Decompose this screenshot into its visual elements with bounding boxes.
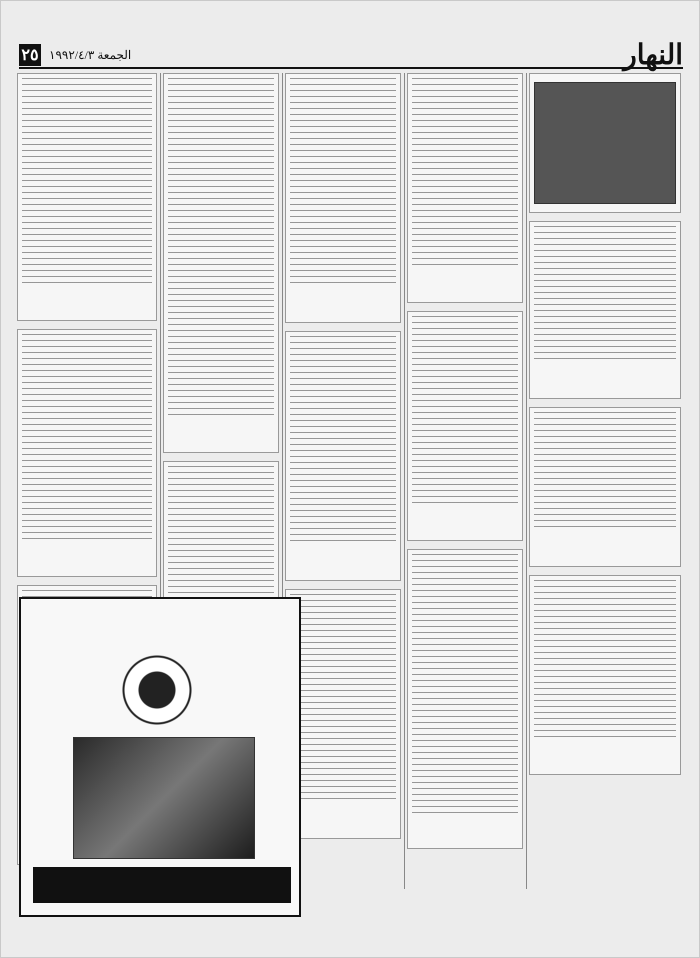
story-4 <box>407 73 523 303</box>
story-9 <box>285 589 401 839</box>
story-7 <box>285 73 401 323</box>
story-13 <box>17 329 157 577</box>
ad-photo <box>73 737 255 859</box>
ad-footer <box>33 867 291 903</box>
lead-photo <box>534 82 676 204</box>
story-3 <box>529 575 681 775</box>
advertisement <box>19 597 301 917</box>
date-text: الجمعة ١٩٩٢/٤/٣ <box>49 47 132 62</box>
story-5 <box>407 311 523 541</box>
page-number: ٢٥ <box>19 44 41 66</box>
story-8 <box>285 331 401 581</box>
lead-image-block <box>529 73 681 213</box>
story-1 <box>529 221 681 399</box>
column-3 <box>285 73 401 889</box>
masthead: النهار <box>623 40 683 71</box>
story-12 <box>17 73 157 321</box>
column-2 <box>407 73 523 889</box>
story-2 <box>529 407 681 567</box>
story-6 <box>407 549 523 849</box>
column-1 <box>529 73 681 889</box>
story-10 <box>163 73 279 453</box>
ad-logo <box>47 655 267 725</box>
top-bar <box>19 40 683 71</box>
